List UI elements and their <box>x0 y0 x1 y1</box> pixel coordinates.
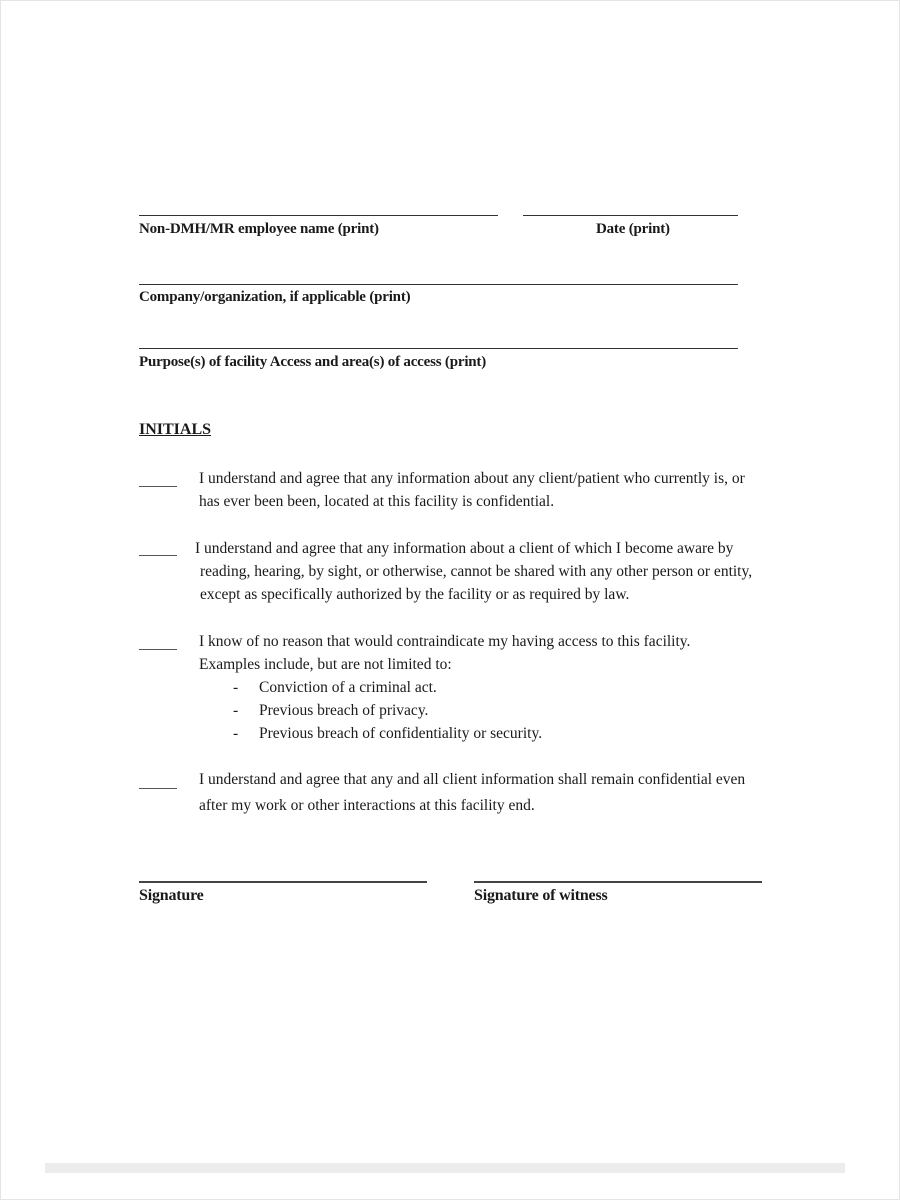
bullet-dash: - <box>233 725 239 742</box>
list-item: - Previous breach of confidentiality or security. <box>233 722 542 745</box>
statement-3-line-2: Examples include, but are not limited to: <box>199 656 452 673</box>
date-label: Date (print) <box>596 221 670 237</box>
statement-4-line-2: after my work or other interactions at this facility end. <box>199 797 535 814</box>
signature-label: Signature <box>139 887 204 904</box>
initials-blank-1[interactable] <box>139 486 177 487</box>
statement-1-line-2: has ever been been, located at this facility is confidential. <box>199 493 555 510</box>
statement-1 <box>199 467 745 513</box>
signature-line[interactable] <box>139 881 427 883</box>
initials-blank-3[interactable] <box>139 649 177 650</box>
company-label: Company/organization, if applicable (print) <box>139 289 411 305</box>
page-footer-band <box>45 1163 845 1173</box>
statement-4-line-1: I understand and agree that any and all client information shall remain confidential even <box>199 771 746 788</box>
statement-2-line-1: I understand and agree that any information about a client of which I become aware by <box>195 540 734 557</box>
purpose-label: Purpose(s) of facility Access and area(s) of access (print) <box>139 354 487 370</box>
employee-name-label: Non-DMH/MR employee name (print) <box>139 221 379 237</box>
purpose-line[interactable] <box>139 348 738 349</box>
bullet-dash: - <box>233 679 239 696</box>
statement-2-line-2: reading, hearing, by sight, or otherwise, cannot be shared with any other person or entity, <box>200 563 753 580</box>
initials-blank-2[interactable] <box>139 555 177 556</box>
statement-4 <box>199 768 745 817</box>
statement-2 <box>195 537 752 606</box>
initials-blank-4[interactable] <box>139 788 177 789</box>
list-item: - Conviction of a criminal act. <box>233 676 542 699</box>
contraindication-examples <box>233 676 542 745</box>
employee-name-line[interactable] <box>139 215 498 216</box>
statement-1-line-1: I understand and agree that any information about any client/patient who currently is, or <box>199 470 745 487</box>
statement-3 <box>199 630 690 676</box>
statement-2-line-3: except as specifically authorized by the facility or as required by law. <box>200 586 630 603</box>
initials-heading: INITIALS <box>139 421 212 438</box>
company-line[interactable] <box>139 284 738 285</box>
witness-signature-label: Signature of witness <box>474 887 608 904</box>
date-line[interactable] <box>523 215 738 216</box>
witness-signature-line[interactable] <box>474 881 762 883</box>
bullet-dash: - <box>233 702 239 719</box>
list-item: - Previous breach of privacy. <box>233 699 542 722</box>
statement-3-line-1: I know of no reason that would contraindicate my having access to this facility. <box>199 633 691 650</box>
